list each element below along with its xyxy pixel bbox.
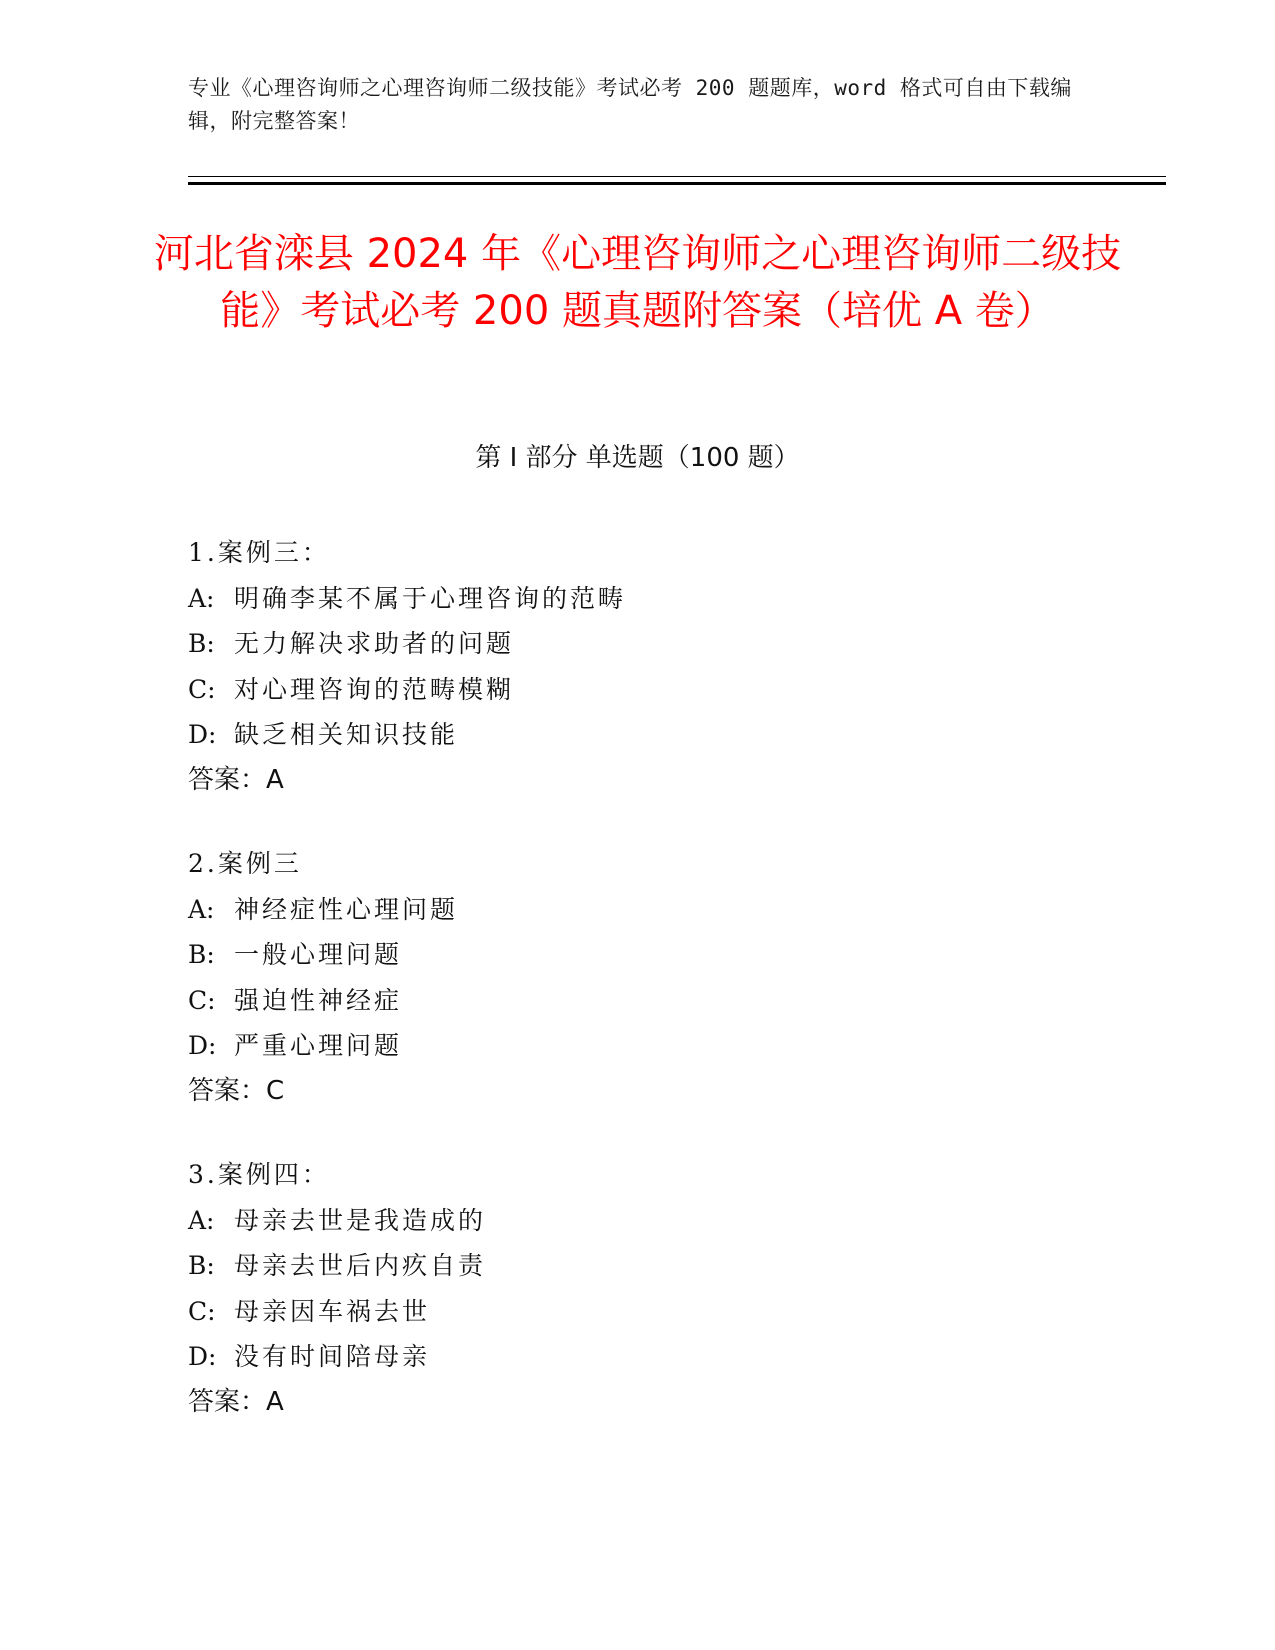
option-b <box>188 621 1148 667</box>
answer-line: 答案：C <box>188 1075 285 1106</box>
option-text: 神经症性心理问题 <box>234 894 459 924</box>
option-text: 强迫性神经症 <box>234 985 403 1015</box>
option-text: 缺乏相关知识技能 <box>234 720 459 749</box>
option-b <box>188 1243 1148 1289</box>
option-text: 对心理咨询的范畴模糊 <box>234 674 515 704</box>
question-list <box>188 530 1148 1463</box>
document-header-note: 专业《心理咨询师之心理咨询师二级技能》考试必考 200 题题库，word 格式可自由下载编辑，附完整答案！ <box>188 76 1072 133</box>
option-key: B: <box>188 940 215 969</box>
document-title: 河北省滦县 2024 年《心理咨询师之心理咨询师二级技能》考试必考 200 题真题附答案（培优 A 卷） <box>153 231 1122 334</box>
option-d <box>188 1023 1148 1069</box>
option-key: B: <box>188 629 215 658</box>
option-key: A: <box>188 1205 215 1235</box>
header-divider-thin <box>188 176 1166 177</box>
option-d <box>188 1334 1148 1380</box>
option-key: D: <box>188 720 217 749</box>
option-key: A: <box>188 894 215 924</box>
question-stem: 2.案例三 <box>188 849 302 878</box>
option-key: B: <box>188 1251 215 1280</box>
option-c <box>188 978 1148 1024</box>
question-3 <box>188 1152 1148 1425</box>
option-key: A: <box>188 583 215 613</box>
question-2 <box>188 841 1148 1114</box>
option-key: C: <box>188 985 216 1015</box>
option-text: 母亲因车祸去世 <box>234 1296 431 1326</box>
option-c <box>188 1289 1148 1335</box>
option-c <box>188 667 1148 713</box>
option-key: C: <box>188 674 216 704</box>
option-text: 一般心理问题 <box>234 940 403 969</box>
section-heading: 第 I 部分 单选题（100 题） <box>475 443 800 473</box>
answer-line: 答案：A <box>188 1386 284 1417</box>
option-a <box>188 576 1148 622</box>
option-a <box>188 887 1148 933</box>
option-b <box>188 932 1148 978</box>
question-stem: 1.案例三： <box>188 538 330 567</box>
option-text: 明确李某不属于心理咨询的范畴 <box>234 583 627 613</box>
option-text: 没有时间陪母亲 <box>234 1342 431 1371</box>
option-text: 无力解决求助者的问题 <box>234 629 515 658</box>
option-key: D: <box>188 1342 217 1371</box>
option-text: 母亲去世是我造成的 <box>234 1205 487 1235</box>
option-key: D: <box>188 1031 217 1060</box>
question-stem: 3.案例四： <box>188 1160 330 1189</box>
option-a <box>188 1198 1148 1244</box>
option-d <box>188 712 1148 758</box>
header-divider-thick <box>188 182 1166 185</box>
option-text: 严重心理问题 <box>234 1031 403 1060</box>
option-key: C: <box>188 1296 216 1326</box>
option-text: 母亲去世后内疚自责 <box>234 1251 487 1280</box>
answer-line: 答案：A <box>188 764 284 795</box>
question-1 <box>188 530 1148 803</box>
